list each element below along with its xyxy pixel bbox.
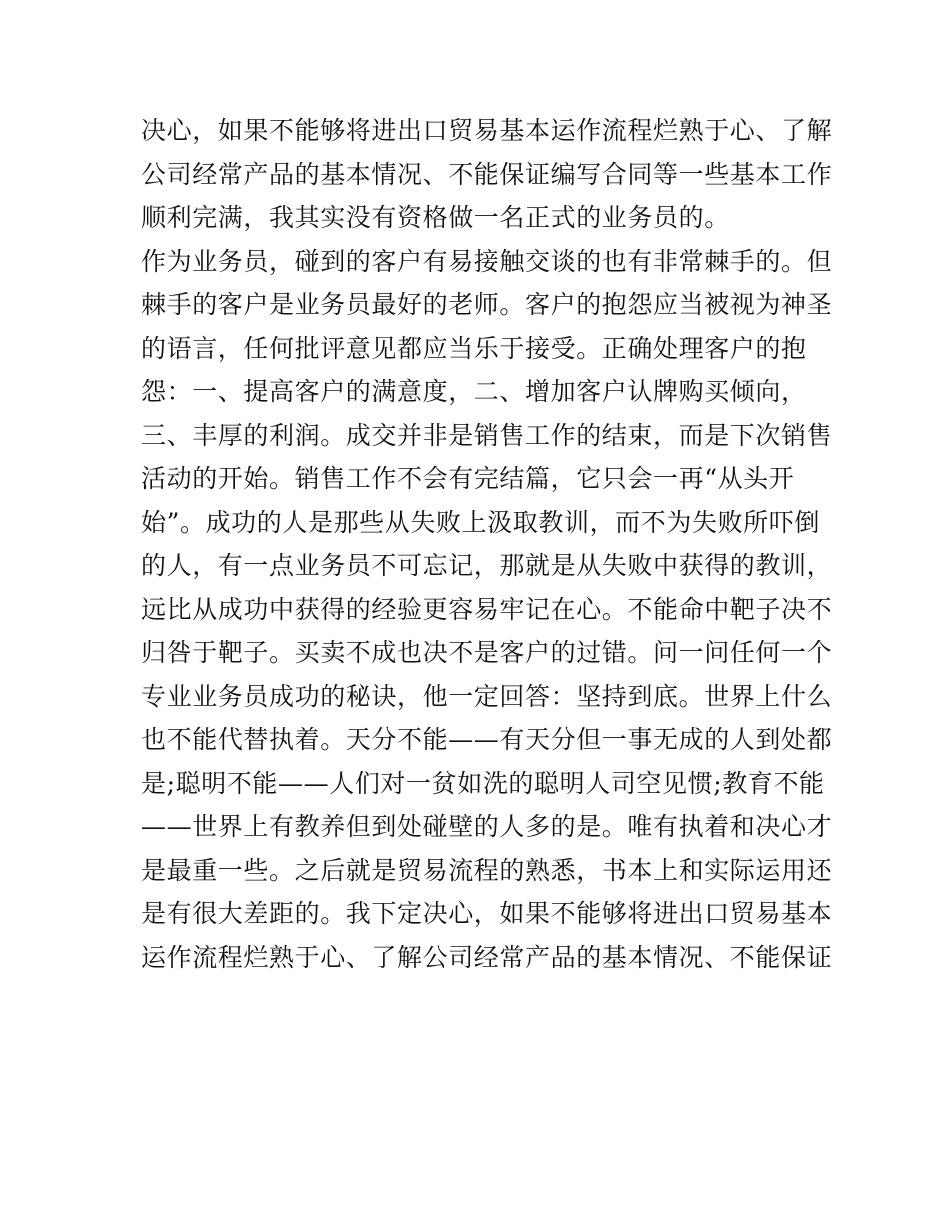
text-line: 顺利完满，我其实没有资格做一名正式的业务员的。	[141, 203, 730, 232]
text-line: 决心，如果不能够将进出口贸易基本运作流程烂熟于心、了解	[141, 116, 833, 145]
text-line: 是;聪明不能——人们对一贫如洗的聪明人司空见惯;教育不能	[141, 768, 825, 798]
text-line: 是最重一些。之后就是贸易流程的熟悉，书本上和实际运用还	[141, 855, 833, 885]
text-line: 作为业务员，碰到的客户有易接触交谈的也有非常棘手的。但	[141, 246, 833, 276]
text-line: 归咎于靶子。买卖不成也决不是客户的过错。问一问任何一个	[141, 638, 833, 667]
text-line: 远比从成功中获得的经验更容易牢记在心。不能命中靶子决不	[141, 594, 833, 624]
text-line: 怨：一、提高客户的满意度，二、增加客户认牌购买倾向，	[141, 377, 807, 406]
text-line: ——世界上有教养但到处碰壁的人多的是。唯有执着和决心才	[141, 812, 833, 841]
text-line: 也不能代替执着。天分不能——有天分但一事无成的人到处都	[141, 725, 833, 754]
body-text	[141, 109, 833, 979]
text-line: 棘手的客户是业务员最好的老师。客户的抱怨应当被视为神圣	[141, 290, 833, 319]
text-line: 的语言，任何批评意见都应当乐于接受。正确处理客户的抱	[141, 333, 807, 363]
text-line: 始”。成功的人是那些从失败上汲取教训，而不为失败所吓倒	[141, 507, 820, 537]
text-line: 运作流程烂熟于心、了解公司经常产品的基本情况、不能保证	[141, 942, 833, 972]
text-line: 活动的开始。销售工作不会有完结篇，它只会一再“从头开	[141, 464, 795, 493]
text-line: 专业业务员成功的秘诀，他一定回答：坚持到底。世界上什么	[141, 681, 833, 711]
text-line: 三、丰厚的利润。成交并非是销售工作的结束，而是下次销售	[141, 420, 833, 450]
text-line: 公司经常产品的基本情况、不能保证编写合同等一些基本工作	[141, 159, 833, 189]
text-line: 是有很大差距的。我下定决心，如果不能够将进出口贸易基本	[141, 899, 833, 928]
text-line: 的人，有一点业务员不可忘记，那就是从失败中获得的教训，	[141, 551, 833, 580]
